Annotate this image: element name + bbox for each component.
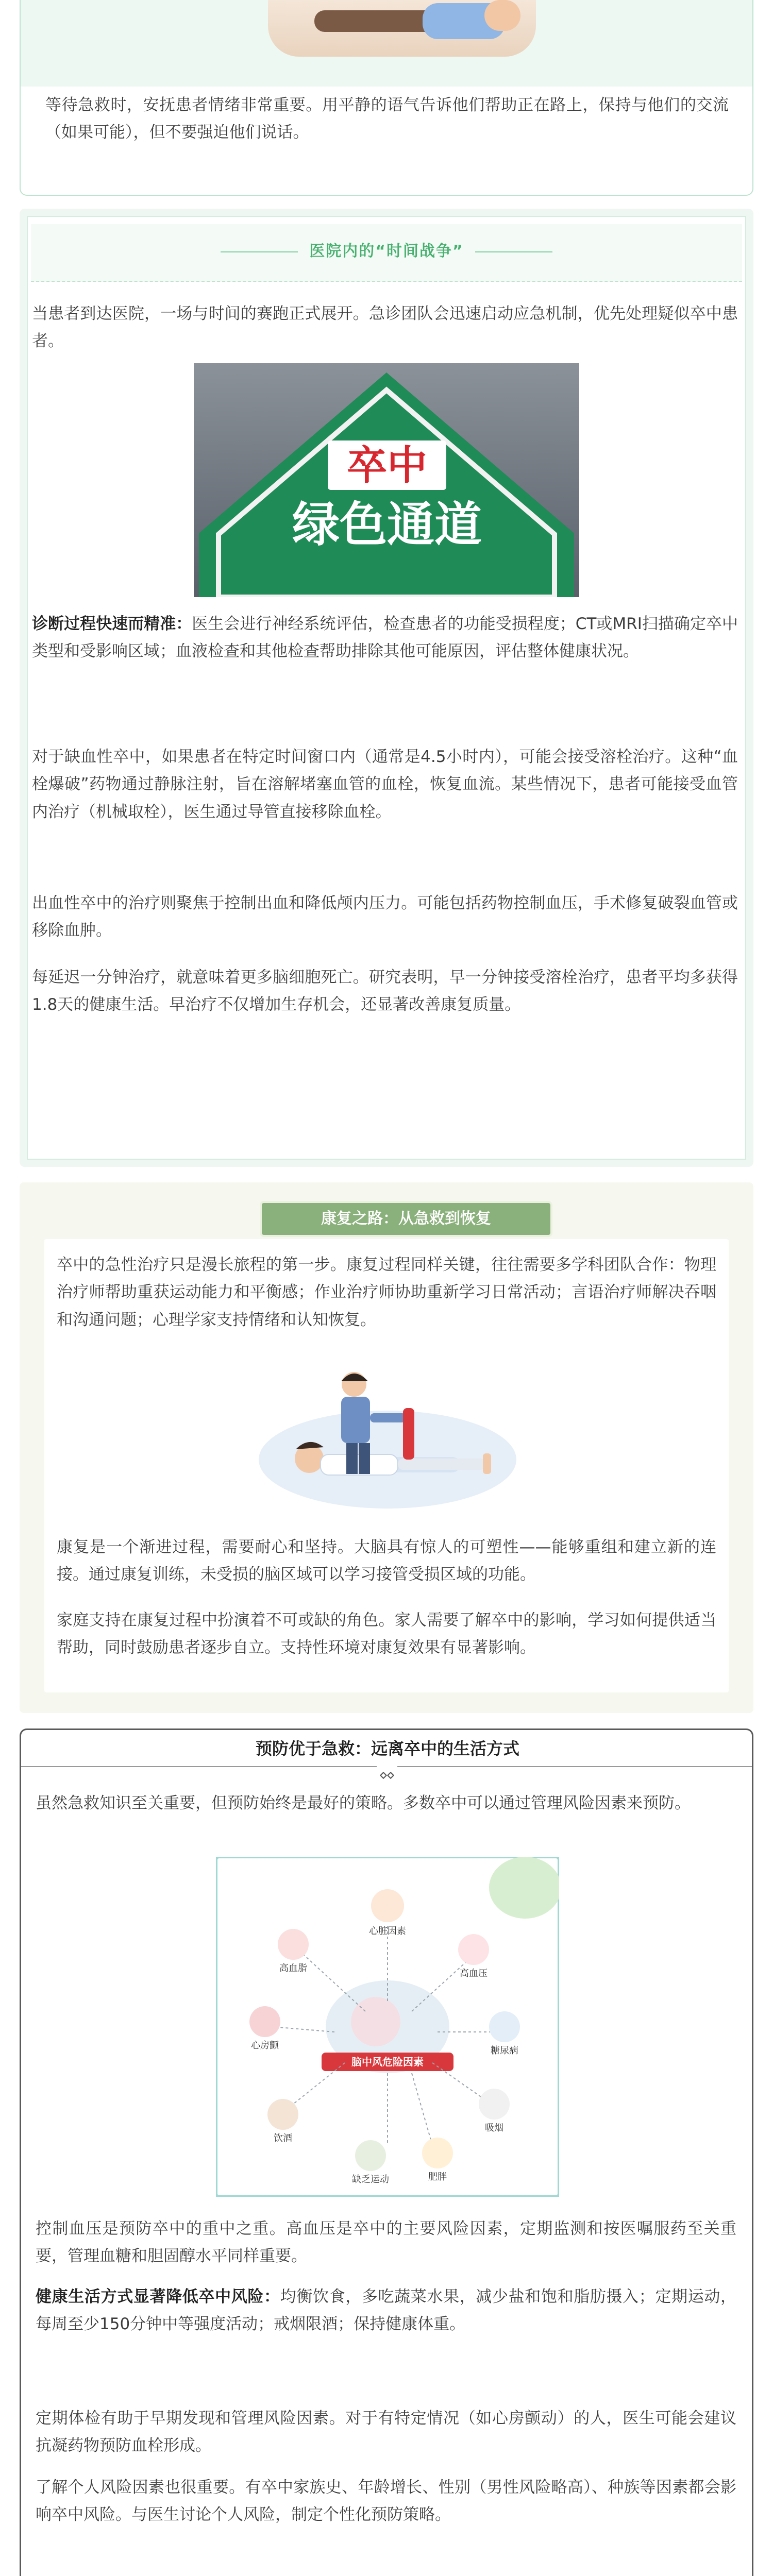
green-channel-sign [194,363,579,597]
hospital-paragraph-2 [32,611,738,666]
factor-label-2: 高血压 [460,1968,488,1979]
factor-label-4: 吸烟 [485,2123,503,2133]
waiting-section [0,0,773,209]
prevention-paragraph-3 [36,2283,736,2338]
rehab-illustration [248,1367,525,1516]
hospital-paragraph-3: 对于缺血性卒中，如果患者在特定时间窗口内（通常是4.5小时内），可能会接受溶栓治疗。这种“血栓爆破”药物通过静脉注射，旨在溶解堵塞血管的血栓，恢复血流。某些情况下，患者可能接受血管内治疗（机械取栓），医生通过导管直接移除血栓。 [32,748,738,821]
hospital-header [31,224,742,282]
factor-label-5: 肥胖 [428,2172,447,2182]
rehab-card [44,1239,729,1692]
waiting-frame [20,0,753,196]
rehab-section [0,1182,773,1728]
waiting-paragraph: 等待急救时，安抚患者情绪非常重要。用平静的语气告诉他们帮助正在路上，保持与他们的交流（如果可能），但不要强迫他们说话。 [45,96,729,142]
rehab-frame [20,1182,753,1713]
hospital-section [0,209,773,1182]
hospital-title: 医院内的“时间战争” [31,239,742,264]
factor-label-7: 饮酒 [274,2133,292,2144]
factor-label-8: 心房颤 [251,2040,279,2051]
hospital-paragraph-5: 每延迟一分钟治疗，就意味着更多脑细胞死亡。研究表明，早一分钟接受溶栓治疗，患者平均多获得1.8天的健康生活。早治疗不仅增加生存机会，还显著改善康复质量。 [32,968,738,1014]
rehab-paragraph-2: 康复是一个渐进过程，需要耐心和坚持。大脑具有惊人的可塑性——能够重组和建立新的连接。通过康复训练，未受损的脑区域可以学习接管受损区域的功能。 [57,1538,716,1584]
diamond-ornament-icon [377,1759,397,1773]
prevention-paragraph-4: 定期体检有助于早期发现和管理风险因素。对于有特定情况（如心房颤动）的人，医生可能会建议抗凝药物预防血栓形成。 [36,2409,736,2455]
factor-label-1: 心脏因素 [369,1926,406,1937]
rehab-paragraph-1: 卒中的急性治疗只是漫长旅程的第一步。康复过程同样关键，往往需要多学科团队合作：物理治疗师帮助重获运动能力和平衡感；作业治疗师协助重新学习日常活动；言语治疗师解决吞咽和沟通问题；心理学家支持情绪和认知恢复。 [57,1256,716,1329]
risk-factor-diagram [216,1857,559,2197]
illustration-strip [21,0,752,87]
prevention-paragraph-5: 了解个人风险因素也很重要。有卒中家族史、年龄增长、性别（男性风险略高）、种族等因素都会影响卒中风险。与医生讨论个人风险，制定个性化预防策略。 [36,2478,736,2524]
factor-label-9: 高血脂 [279,1963,307,1974]
rehab-title: 康复之路：从急救到恢复 [262,1203,550,1235]
factor-label-6: 缺乏运动 [352,2174,389,2185]
diagnosis-bold: 诊断过程快速而精准： [32,615,192,633]
photo-text-line2: 绿色通道 [292,497,482,552]
lifestyle-text: 均衡饮食，多吃蔬菜水果，减少盐和饱和脂肪摄入；定期运动，每周至少150分钟中等强度活动；戒烟限酒；保持健康体重。 [36,2287,737,2334]
factor-label-3: 糖尿病 [491,2045,518,2056]
rehab-paragraph-3: 家庭支持在康复过程中扮演着不可或缺的角色。家人需要了解卒中的影响，学习如何提供适当帮助，同时鼓励患者逐步自立。支持性环境对康复效果有显著影响。 [57,1611,716,1657]
green-channel-photo [194,363,579,597]
diagnosis-text: 医生会进行神经系统评估，检查患者的功能受损程度；CT或MRI扫描确定卒中类型和受影响区域；血液检查和其他检查帮助排除其他可能原因，评估整体健康状况。 [32,615,738,661]
prevention-section [0,1728,773,2576]
first-aid-illustration [268,0,536,57]
hospital-paragraph-4: 出血性卒中的治疗则聚焦于控制出血和降低颅内压力。可能包括药物控制血压，手术修复破裂血管或移除血肿。 [32,894,738,940]
lifestyle-bold: 健康生活方式显著降低卒中风险： [36,2287,280,2306]
hospital-paragraph-1: 当患者到达医院，一场与时间的赛跑正式展开。急诊团队会迅速启动应急机制，优先处理疑似卒中患者。 [32,304,738,351]
prevention-frame [20,1728,753,2576]
photo-text-line1: 卒中 [346,443,428,489]
prevention-paragraph-2: 控制血压是预防卒中的重中之重。高血压是卒中的主要风险因素，定期监测和按医嘱服药至关重要，管理血糖和胆固醇水平同样重要。 [36,2219,736,2266]
prevention-title: 预防优于急救：远离卒中的生活方式 [255,1739,519,1758]
prevention-paragraph-1: 虽然急救知识至关重要，但预防始终是最好的策略。多数卒中可以通过管理风险因素来预防。 [36,1794,691,1812]
diagram-center-label: 脑中风危险因素 [351,2056,424,2068]
